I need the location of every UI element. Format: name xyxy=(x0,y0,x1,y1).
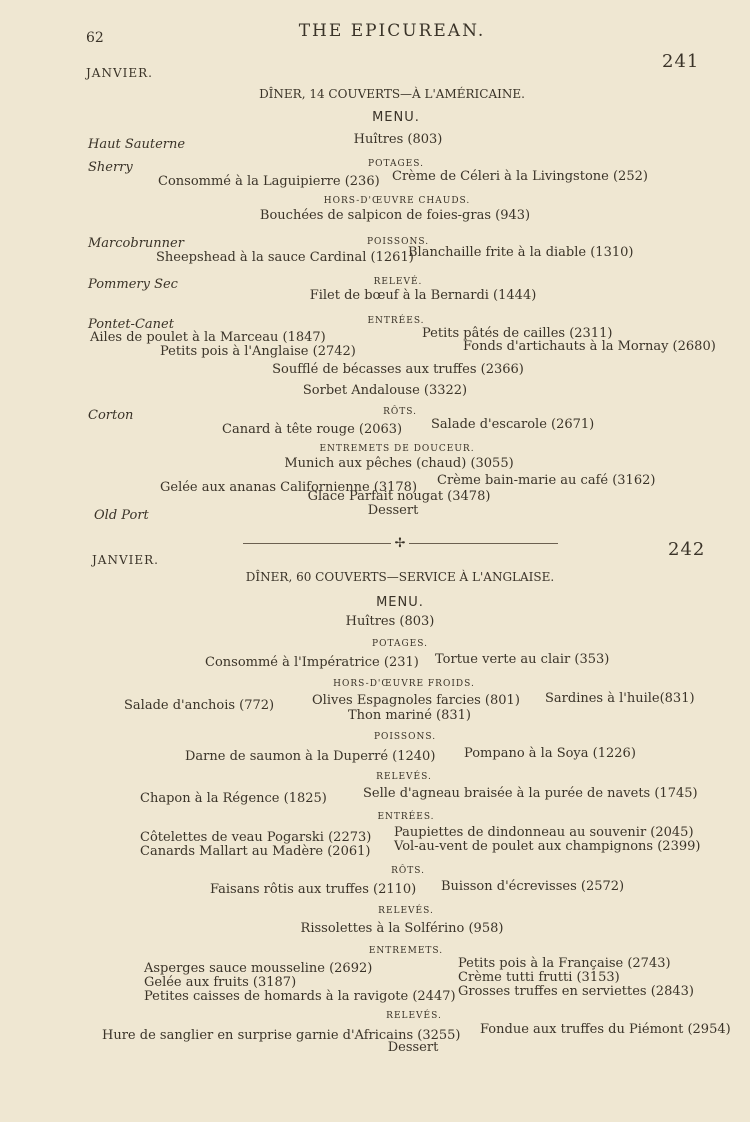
menu-line: Filet de bœuf à la Bernardi (1444) xyxy=(309,288,537,303)
course-heading: RELEVÉS. xyxy=(386,1011,442,1021)
menu-line: Canards Mallart au Madère (2061) xyxy=(140,844,371,859)
menu-line: Rissolettes à la Solférino (958) xyxy=(300,921,504,936)
course-heading: POISSONS. xyxy=(366,237,430,247)
course-heading: HORS-D'ŒUVRE FROIDS. xyxy=(333,679,475,689)
menu-line: Bouchées de salpicon de foies-gras (943) xyxy=(259,208,531,223)
menu-line: Soufflé de bécasses aux truffes (2366) xyxy=(272,362,524,377)
wine-item: Pontet-Canet xyxy=(88,317,174,332)
wine-item: Pommery Sec xyxy=(88,277,178,292)
course-heading: ENTRÉES. xyxy=(377,812,435,822)
menu-line: Blanchaille frite à la diable (1310) xyxy=(408,245,634,260)
menu-line: Salade d'anchois (772) xyxy=(124,698,275,713)
menu-line: Petits pois à la Française (2743) xyxy=(458,956,671,971)
menu-line: Huîtres (803) xyxy=(353,132,443,147)
menu-line: Huîtres (803) xyxy=(345,614,435,629)
menu-line: Selle d'agneau braisée à la purée de navets (1745) xyxy=(363,786,698,801)
wine-item: Marcobrunner xyxy=(88,236,184,251)
menu-242-number: 242 xyxy=(668,539,706,560)
menu-line: Crème de Céleri à la Livingstone (252) xyxy=(392,169,648,184)
course-heading: HORS-D'ŒUVRE CHAUDS. xyxy=(323,196,471,206)
menu-line: Thon mariné (831) xyxy=(348,708,471,723)
wine-item: Sherry xyxy=(88,160,133,175)
menu-line: Crème tutti frutti (3153) xyxy=(458,970,620,985)
menu-line: Glace Parfait nougat (3478) xyxy=(307,489,491,504)
menu-line: Asperges sauce mousseline (2692) xyxy=(144,961,373,976)
section-divider-right xyxy=(409,543,558,544)
menu-line: Dessert xyxy=(387,1040,439,1055)
divider-ornament: ✢ xyxy=(394,536,406,551)
running-title: THE EPICUREAN. xyxy=(298,21,486,41)
wine-item: Haut Sauterne xyxy=(88,137,186,152)
course-heading: RÔTS. xyxy=(383,407,417,417)
course-heading: ENTREMETS. xyxy=(368,946,444,956)
course-heading: ENTRÉES. xyxy=(367,316,425,326)
menu-line: Munich aux pêches (chaud) (3055) xyxy=(284,456,514,471)
course-heading: RÔTS. xyxy=(391,866,425,876)
menu-241-number: 241 xyxy=(662,51,700,72)
menu-line: Côtelettes de veau Pogarski (2273) xyxy=(140,830,372,845)
wine-item: Old Port xyxy=(94,508,149,523)
menu-242-month: JANVIER. xyxy=(92,553,159,567)
menu-line: Consommé à l'Impératrice (231) xyxy=(205,655,419,670)
menu-line: Pompano à la Soya (1226) xyxy=(464,746,636,761)
menu-line: Petits pois à l'Anglaise (2742) xyxy=(160,344,356,359)
menu-line: Darne de saumon à la Duperré (1240) xyxy=(185,749,436,764)
menu-241-title: DÎNER, 14 COUVERTS—À L'AMÉRICAINE. xyxy=(259,87,525,101)
course-heading: RELEVÉS. xyxy=(376,772,432,782)
menu-line: Fonds d'artichauts à la Mornay (2680) xyxy=(463,339,716,354)
menu-line: Ailes de poulet à la Marceau (1847) xyxy=(90,330,326,345)
menu-line: Olives Espagnoles farcies (801) xyxy=(312,693,520,708)
menu-line: Sheepshead à la sauce Cardinal (1261) xyxy=(156,250,414,265)
menu-line: Dessert xyxy=(367,503,419,518)
menu-line: Salade d'escarole (2671) xyxy=(431,417,595,432)
menu-line: Faisans rôtis aux truffes (2110) xyxy=(210,882,417,897)
menu-line: Sorbet Andalouse (3322) xyxy=(302,383,468,398)
wine-item: Corton xyxy=(88,408,134,423)
menu-line: Canard à tête rouge (2063) xyxy=(222,422,403,437)
menu-line: Hure de sanglier en surprise garnie d'Africains (3255) xyxy=(102,1028,461,1043)
menu-line: Consommé à la Laguipierre (236) xyxy=(158,174,380,189)
menu-line: Grosses truffes en serviettes (2843) xyxy=(458,984,694,999)
menu-241-month: JANVIER. xyxy=(86,66,153,80)
course-heading: POTAGES. xyxy=(372,639,428,649)
course-heading: POTAGES. xyxy=(368,159,424,169)
menu-line: Chapon à la Régence (1825) xyxy=(140,791,327,806)
course-heading: POISSONS. xyxy=(373,732,437,742)
course-heading: RELEVÉ. xyxy=(373,277,423,287)
menu-line: Vol-au-vent de poulet aux champignons (2399) xyxy=(394,839,701,854)
menu-line: Paupiettes de dindonneau au souvenir (2045) xyxy=(394,825,694,840)
menu-242-heading: MENU. xyxy=(376,595,424,610)
menu-241-heading: MENU. xyxy=(372,110,420,125)
course-heading: ENTREMETS DE DOUCEUR. xyxy=(319,444,475,454)
menu-line: Gelée aux ananas Californienne (3178) xyxy=(160,480,418,495)
menu-line: Petites caisses de homards à la ravigote (2447) xyxy=(144,989,456,1004)
menu-line: Sardines à l'huile(831) xyxy=(545,691,695,706)
course-heading: RELEVÉS. xyxy=(378,906,434,916)
menu-line: Petits pâtés de cailles (2311) xyxy=(422,326,613,341)
menu-line: Buisson d'écrevisses (2572) xyxy=(441,879,625,894)
menu-line: Tortue verte au clair (353) xyxy=(435,652,610,667)
menu-242-title: DÎNER, 60 COUVERTS—SERVICE À L'ANGLAISE. xyxy=(245,570,555,584)
menu-line: Crème bain-marie au café (3162) xyxy=(437,473,656,488)
page-number: 62 xyxy=(86,30,104,46)
menu-line: Gelée aux fruits (3187) xyxy=(144,975,297,990)
section-divider-left xyxy=(243,543,391,544)
menu-line: Fondue aux truffes du Piémont (2954) xyxy=(480,1022,731,1037)
